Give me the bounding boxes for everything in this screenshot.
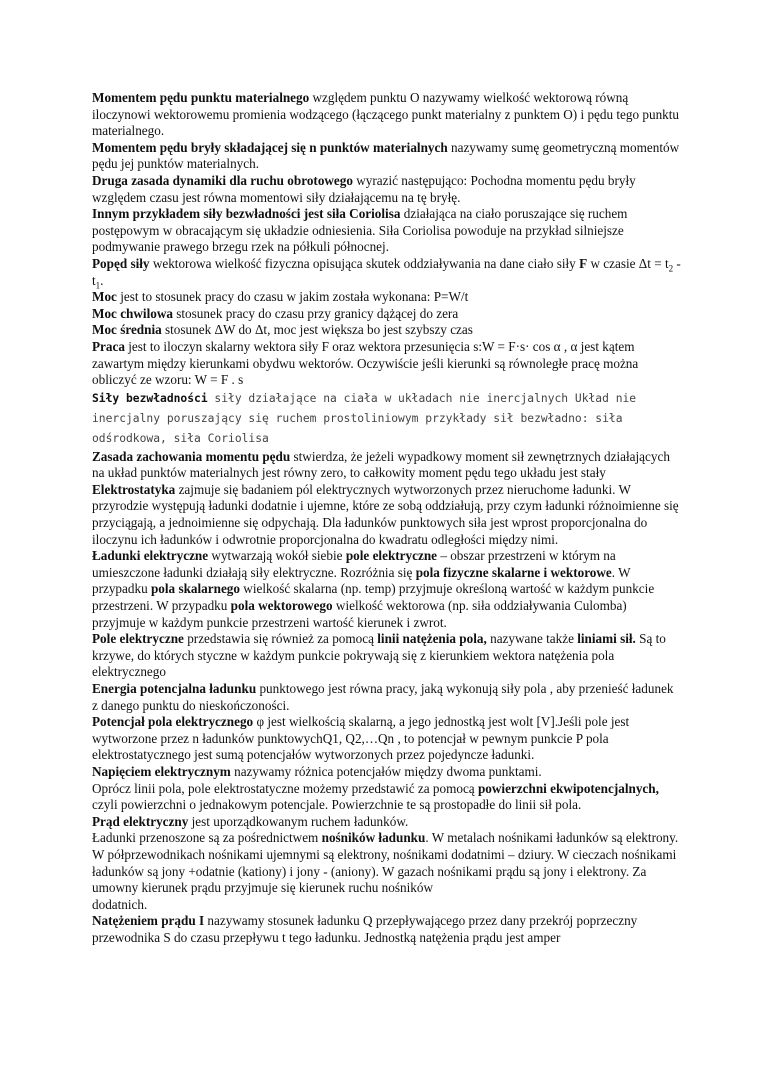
paragraph-moc-chwilowa: Moc chwilowa stosunek pracy do czasu przy granicy dążącej do zera (92, 305, 459, 321)
paragraph-nosniki: Ładunki przenoszone są za pośrednictwem nośników ładunku. W metalach nośnikami ładunków są elektrony. W półprzewodnikach nośnikami ujemnymi są elektrony, nośnikami dodatnimi – dziury. W cieczach nośnikami ładunków są jony +odatnie (kationy) i jony - (aniony). W gazach nośnikami prądu są jony i elektrony. Za umowny kierunek prądu przyjmuje się kierunek ruchu nośników (92, 830, 679, 896)
paragraph-dodatnich: dodatnich. (92, 896, 148, 912)
paragraph-natezenie-pradu: Natężeniem prądu I nazywamy stosunek ładunku Q przepływającego przez dany przekrój poprzeczny przewodnika S do czasu przepływu t tego ładunku. Jednostką natężenia prądu jest amper (92, 913, 638, 945)
paragraph-praca: Praca jest to iloczyn skalarny wektora siły F oraz wektora przesunięcia s:W = F·s· cos α , α jest kątem zawartym między kierunkami obydwu wektorów. Oczywiście jeśli kierunki są równoległe pracę można obliczyć ze wzoru: W = F . s (92, 338, 639, 388)
paragraph-ekwipotencjalne: Oprócz linii pola, pole elektrostatyczne możemy przedstawić za pomocą powierzchni ekwipotencjalnych, czyli powierzchni o jednakowym potencjale. Powierzchnie te są prostopadłe do linii sił pola. (92, 780, 659, 813)
paragraph-druga-zasada: Druga zasada dynamiki dla ruchu obrotowego wyrazić następująco: Pochodna momentu pędu bryły względem czasu jest równa momentowi siły działającemu na tę bryłę. (92, 172, 636, 205)
paragraph-pole-elektryczne: Pole elektryczne przedstawia się również za pomocą linii natężenia pola, nazywane także liniami sił. Są to krzywe, do których styczne w każdym punkcie pokrywają się z kierunkiem wektora natężenia pola elektrycznego (92, 631, 666, 680)
paragraph-moment-pedu-bryly: Momentem pędu bryły składającej się n punktów materialnych nazywamy sumę geometryczną momentów pędu jej punktów materialnych. (92, 139, 680, 172)
paragraph-moc: Moc jest to stosunek pracy do czasu w jakim została wykonana: P=W/t (92, 289, 469, 305)
paragraph-coriolis: Innym przykładem siły bezwładności jest siła Coriolisa działająca na ciało poruszające się ruchem postępowym w obracającym się układzie odniesienia. Siła Coriolisa powoduje na przykład silniejsze podmywanie prawego brzegu rzek na półkuli północnej. (92, 206, 628, 255)
paragraph-poped-sily: Popęd siły wektorowa wielkość fizyczna opisująca skutek oddziaływania na dane ciało siły F w czasie $\Delta t = t_2 - t_1$. (92, 255, 681, 291)
paragraph-elektrostatyka: Elektrostatyka zajmuje się badaniem pól elektrycznych wytworzonych przez nieruchome ładunki. W przyrodzie występują ładunki dodatnie i ujemne, które ze sobą oddziałują, przy czym ładunki różnoimienne się przyciągają, a jednoimienne się odpychają. Dla ładunków punktowych siła jest wprost proporcjonalna do iloczynu ich ładunków i odwrotnie proporcjonalna do kwadratu odległości między nimi. (92, 481, 679, 547)
paragraph-moment-pedu-punktu: Momentem pędu punktu materialnego względem punktu O nazywamy wielkość wektorową równą iloczynowi wektorowemu promienia wodzącego (łączącego punkt materialny z punktem O) i pędu tego punktu materialnego. (92, 90, 680, 139)
document-page (92, 90, 682, 947)
paragraph-energia-potencjalna: Energia potencjalna ładunku punktowego jest równa pracy, jaką wykonują siły pola , aby przenieść ładunek z danego punktu do nieskończoności. (92, 681, 674, 713)
paragraph-prad-elektryczny: Prąd elektryczny jest uporządkowanym ruchem ładunków. (92, 813, 409, 829)
paragraph-zasada-zachowania: Zasada zachowania momentu pędu stwierdza, że jeżeli wypadkowy moment sił zewnętrznych działających na układ punktów materialnych jest równy zero, to całkowity moment pędu tego układu jest stały (92, 448, 670, 481)
paragraph-sily-bezwladnosci: Siły bezwładności siły działające na ciała w układach nie inercjalnych Układ nie inercjalny poruszający się ruchem prostoliniowym przykłady sił bezwładno: siła odśrodkowa, siła Coriolisa (92, 391, 637, 445)
paragraph-potencjal: Potencjał pola elektrycznego φ jest wielkością skalarną, a jego jednostką jest wolt [V].Jeśli pole jest wytworzone przez n ładunków punktowychQ1, Q2,…Qn , to potencjał w pewnym punkcie P pola elektrostatycznego jest sumą potencjałów wytworzonych przez pojedyncze ładunki. (92, 714, 630, 763)
paragraph-moc-srednia: Moc średnia stosunek ΔW do Δt, moc jest większa bo jest szybszy czas (92, 322, 473, 338)
paragraph-napiecie: Napięciem elektrycznym nazywamy różnica potencjałów między dwoma punktami. (92, 763, 542, 779)
paragraph-ladunki-elektryczne: Ładunki elektryczne wytwarzają wokół siebie pole elektryczne – obszar przestrzeni w którym na umieszczone ładunki działają siły elektryczne. Rozróżnia się pola fizyczne skalarne i wektorowe. W przypadku pola skalarnego wielkość skalarna (np. temp) przyjmuje określoną wartość w każdym punkcie przestrzeni. W przypadku pola wektorowego wielkość wektorowa (np. siła oddziaływania Culomba) przyjmuje w każdym punkcie przestrzeni wartość kierunek i zwrot. (92, 548, 655, 630)
